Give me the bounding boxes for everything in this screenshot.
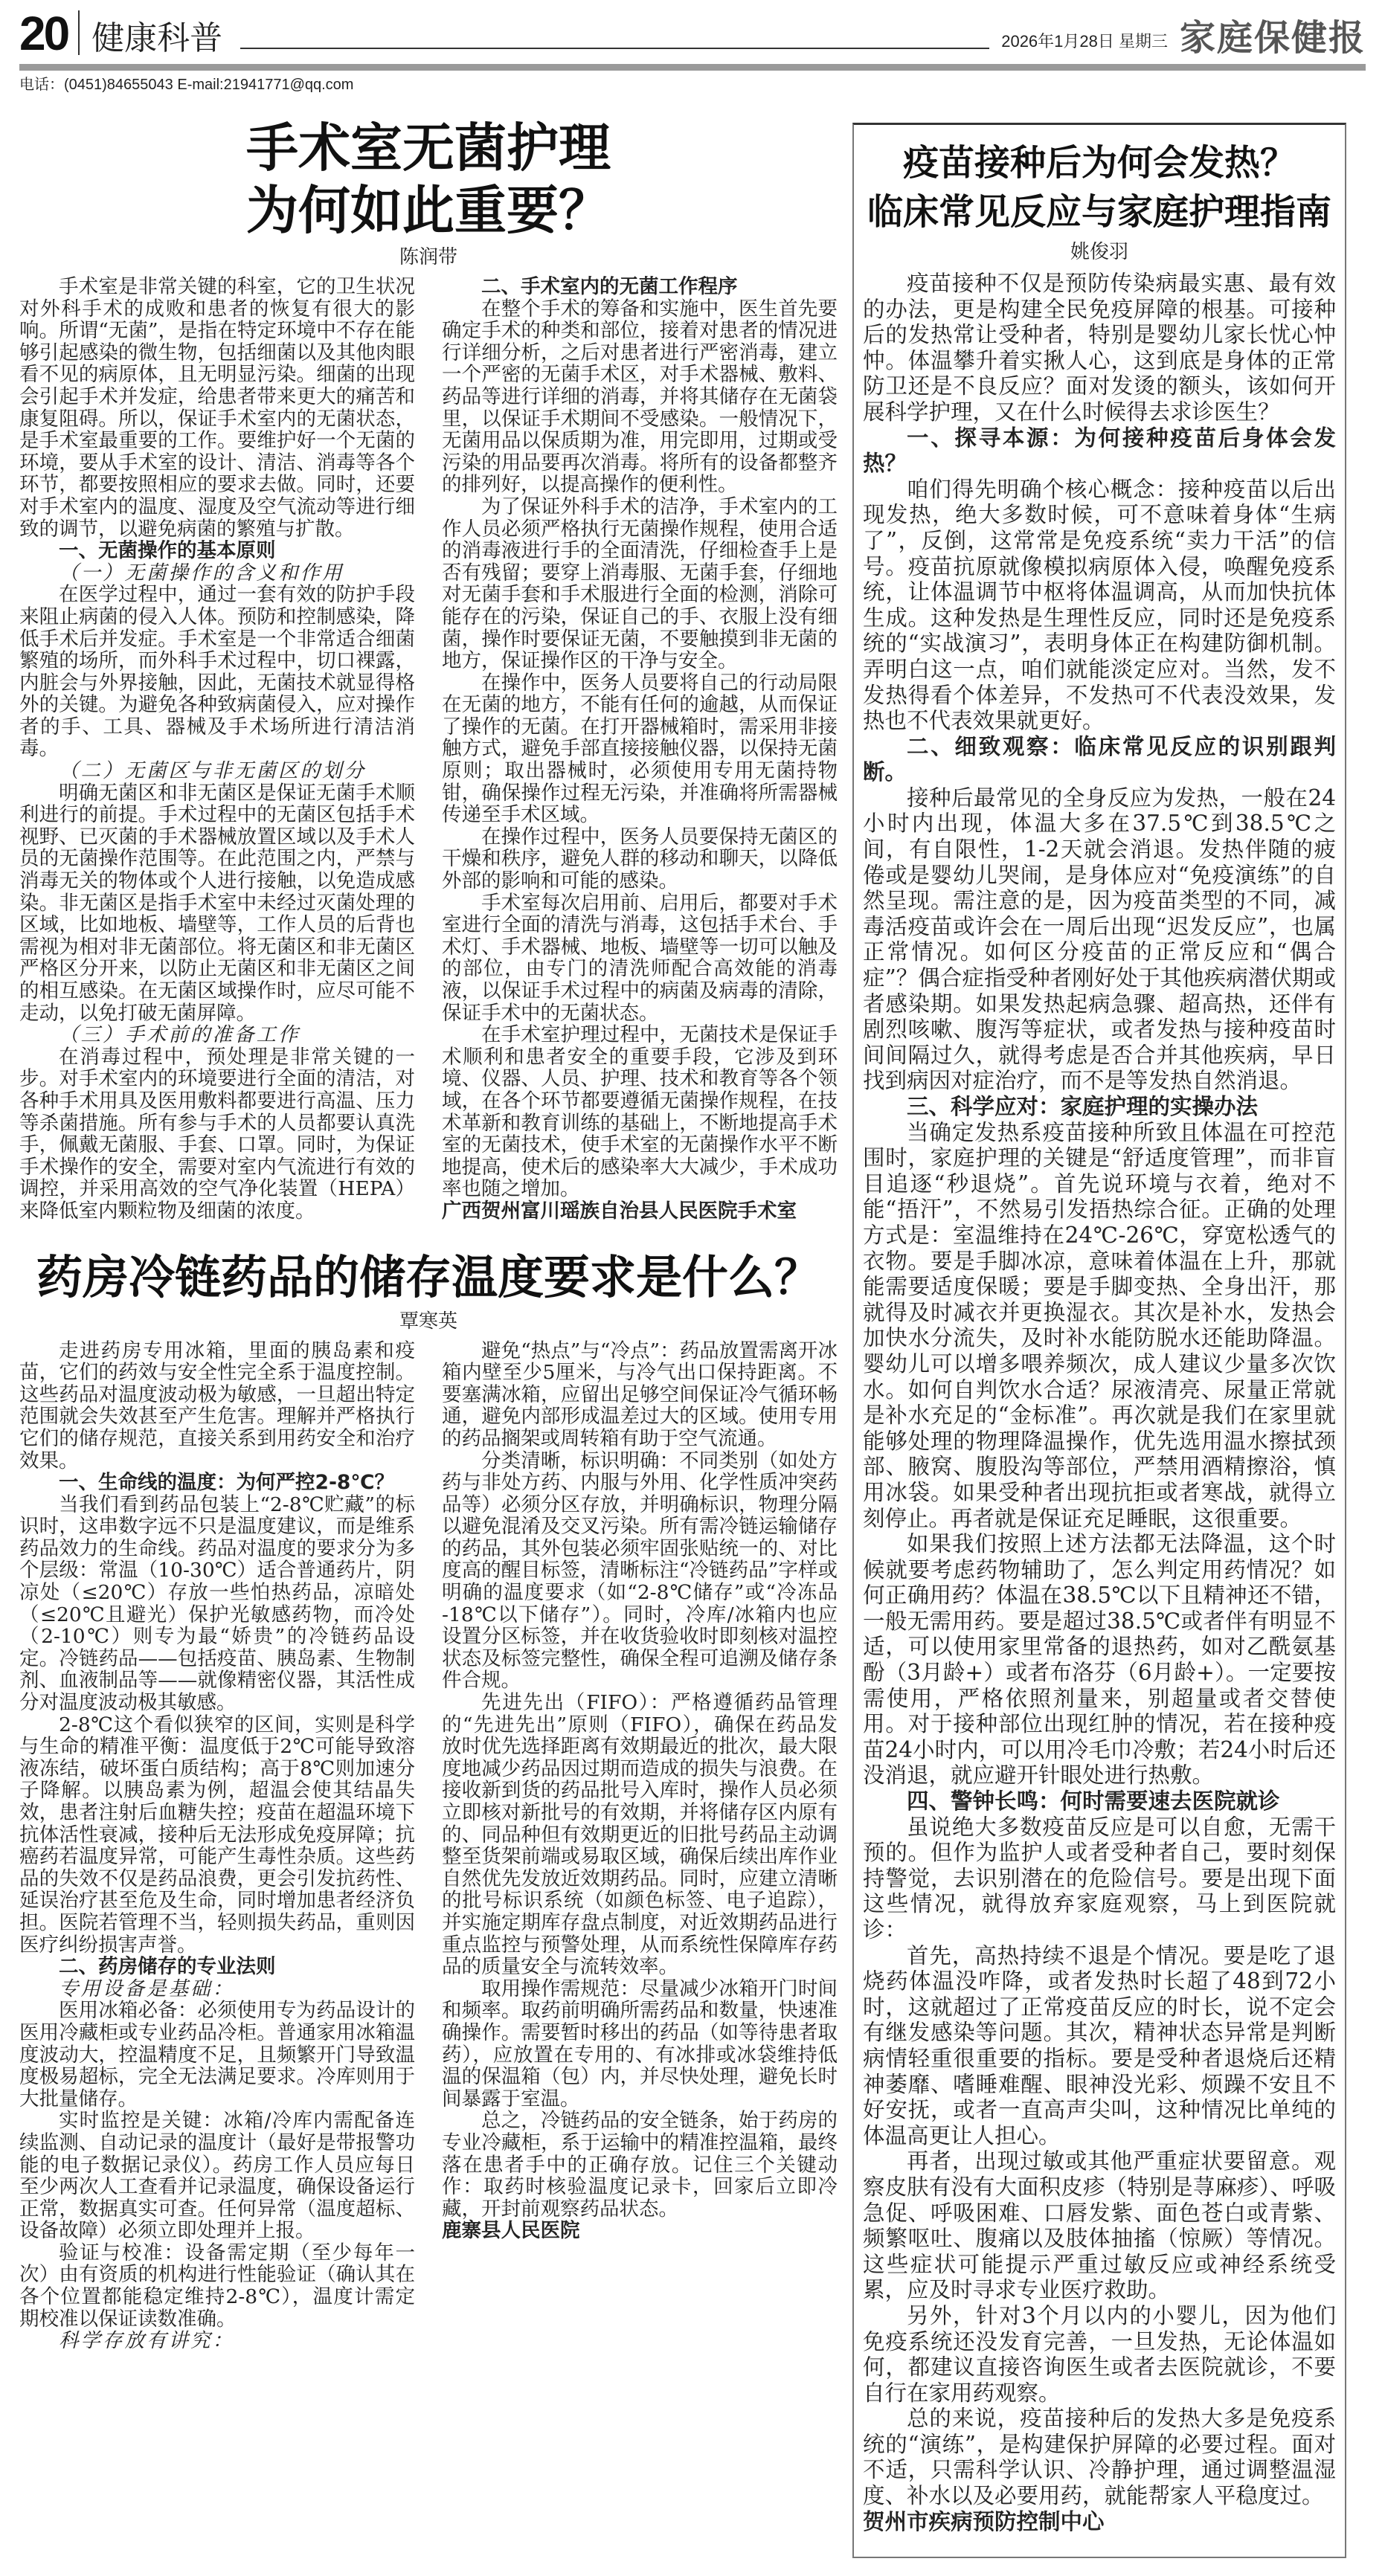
main-content bbox=[19, 103, 1366, 2558]
issue-date: 2026年1月28日 星期三 bbox=[1001, 32, 1168, 51]
paragraph: 验证与校准：设备需定期（至少每年一次）由有资质的机构进行性能验证（确认其在各个位置都能稳定维持2-8℃），温度计需定期校准以保证读数准确。 bbox=[19, 2241, 415, 2331]
section-heading: 二、手术室内的无菌工作程序 bbox=[481, 275, 738, 298]
article-body-cold-chain bbox=[19, 1340, 838, 2352]
header-bar bbox=[19, 64, 1366, 71]
title-line: 药房冷链药品的储存温度要求是什么？ bbox=[36, 1249, 820, 1304]
paragraph: 再者，出现过敏或其他严重症状要留意。观察皮肤有没有大面积皮疹（特别是荨麻疹）、呼吸急促、呼吸困难、口唇发紫、面色苍白或青紫、频繁呕吐、腹痛以及肢体抽搐（惊厥）等情况。这些症状可能提示严重过敏反应或神经系统受累，应及时寻求专业医疗救助。 bbox=[863, 2148, 1336, 2303]
paragraph: 走进药房专用冰箱，里面的胰岛素和疫苗，它们的药效与安全性完全系于温度控制。这些药品对温度波动极为敏感，一旦超出特定范围就会失效甚至产生危害。理解并严格执行它们的储存规范，直接关系到用药安全和治疗效果。 bbox=[19, 1339, 415, 1472]
paragraph: 当我们看到药品包装上“2-8℃贮藏”的标识时，这串数字远不只是温度建议，而是维系药品效力的生命线。药品对温度的要求分为多个层级：常温（10-30℃）适合普通药片，阴凉处（≤20℃）存放一些怕热药品，凉暗处（≤20℃且避光）保护光敏感药物，而冷处（2-10℃）则专为最“娇贵”的冷链药品设定。冷链药品——包括疫苗、胰岛素、生物制剂、血液制品等——就像精密仪器，其活性成分对温度波动极其敏感。 bbox=[19, 1493, 415, 1715]
section-title: 健康科普 bbox=[91, 19, 223, 57]
article-source: 鹿寨县人民医院 bbox=[442, 2219, 580, 2243]
article-author: 覃寒英 bbox=[399, 1309, 457, 1332]
header-rule bbox=[240, 48, 989, 49]
paragraph: 为了保证外科手术的洁净，手术室内的工作人员必须严格执行无菌操作规程，使用合适的消毒液进行手的全面清洗，仔细检查手上是否有残留；要穿上消毒服、无菌手套，仔细地对无菌手套和手术服进行全面的检测，消除可能存在的污染，保证自己的手、衣服上没有细菌，操作时要保证无菌，不要触摸到非无菌的地方，保证操作区的干净与安全。 bbox=[442, 495, 838, 673]
paragraph: 当确定发热系疫苗接种所致且体温在可控范围时，家庭护理的关键是“舒适度管理”，而非盲目追逐“秒退烧”。首先说环境与衣着，绝对不能“捂汗”，不然易引发捂热综合征。正确的处理方式是：室温维持在24℃-26℃，穿宽松透气的衣物。要是手脚冰凉，意味着体温在上升，那就能需要适度保暖；要是手脚变热、全身出汗，那就得及时减衣并更换湿衣。其次是补水，发热会加快水分流失，及时补水能防脱水还能助降温。婴幼儿可以增多喂养频次，成人建议少量多次饮水。如何自判饮水合适？尿液清亮、尿量正常就是补水充足的“金标准”。再次就是我们在家里就能够处理的物理降温操作，优先选用温水擦拭颈部、腋窝、腹股沟等部位，严禁用酒精擦浴，慎用冰袋。如果受种者出现抗拒或者寒战，就得立刻停止。再者就是保证充足睡眠，这很重要。 bbox=[863, 1119, 1336, 1531]
right-area bbox=[852, 103, 1346, 2558]
sub-heading: （一）无菌操作的含义和作用 bbox=[59, 561, 344, 585]
paragraph: 在操作中，医务人员要将自己的行动局限在无菌的地方，不能有任何的逾越，从而保证了操作的无菌。在打开器械箱时，需采用非接触方式，避免手部直接接触仪器，以保持无菌原则；取出器械时，必须使用专用无菌持物钳，确保操作过程无污染，并准确将所需器械传递至手术区域。 bbox=[442, 671, 838, 827]
text-column-2 bbox=[442, 276, 838, 1223]
text-column-1 bbox=[19, 1340, 415, 2352]
paragraph: 避免“热点”与“冷点”：药品放置需离开冰箱内壁至少5厘米，与冷气出口保持距离。不要塞满冰箱，应留出足够空间保证冷气循环畅通，避免内部形成温差过大的区域。使用专用的药品搁架或周转箱有助于空气流通。 bbox=[442, 1339, 838, 1450]
title-line: 临床常见反应与家庭护理指南 bbox=[867, 191, 1331, 233]
paragraph: 分类清晰，标识明确：不同类别（如处方药与非处方药、内服与外用、化学性质冲突药品等）必须分区存放，并明确标识，物理分隔以避免混淆及交叉污染。所有需冷链运输储存的药品，其外包装必须牢固张贴统一的、对比度高的醒目标签，清晰标注“冷链药品”字样或明确的温度要求（如“2-8℃储存”或“冷冻品 -18℃以下储存”）。同时，冷库/冰箱内也应设置分区标签，并在收货验收时即刻核对温控状态及标签完整性，确保全程可追溯及储存条件合规。 bbox=[442, 1449, 838, 1693]
article-title-surgery bbox=[19, 117, 838, 242]
paragraph: 另外，针对3个月以内的小婴儿，因为他们免疫系统还没发育完善，一旦发热，无论体温如何，都建议直接咨询医生或者去医院就诊，不要自行在家用药观察。 bbox=[863, 2302, 1336, 2406]
paragraph: 医用冰箱必备：必须使用专为药品设计的医用冷藏柜或专业药品冷柜。普通家用冰箱温度波动大，控温精度不足，且频繁开门导致温度极易超标，完全无法满足要求。冷库则用于大批量储存。 bbox=[19, 1999, 415, 2110]
article-author: 姚俊羽 bbox=[1070, 240, 1128, 263]
paragraph: 在整个手术的筹备和实施中，医生首先要确定手术的种类和部位，接着对患者的情况进行详细分析，之后对患者进行严密消毒，建立一个严密的无菌手术区，对手术器械、敷料、药品等进行详细的消毒，并将其储存在无菌袋里，以保证手术期间不受感染。一般情况下，无菌用品以保质期为准，用完即用，过期或受污染的用品要再次消毒。将所有的设备都整齐的排列好，以提高操作的便利性。 bbox=[442, 297, 838, 497]
text-column-2 bbox=[442, 1340, 838, 2352]
paragraph: 先进先出（FIFO）：严格遵循药品管理的“先进先出”原则（FIFO），确保在药品发放时优先选择距离有效期最近的批次，最大限度地减少药品因过期而造成的损失与浪费。在接收新到货的药品批号入库时，操作人员必须立即核对新批号的有效期，并将储存区内原有的、同品种但有效期更近的旧批号药品主动调整至货架前端或易取区域，确保后续出库作业自然优先发放近效期药品。同时，应建立清晰的批号标识系统（如颜色标签、电子追踪），并实施定期库存盘点制度，对近效期药品进行重点监控与预警处理，从而系统性保障库存药品的质量安全与流转效率。 bbox=[442, 1691, 838, 1979]
left-area bbox=[19, 103, 838, 2352]
article-title-cold-chain bbox=[19, 1249, 838, 1306]
paragraph: 在消毒过程中，预处理是非常关键的一步。对手术室内的环境要进行全面的清洁，对各种手术用具及医用敷料都要进行高温、压力等杀菌措施。所有参与手术的人员都要认真洗手，佩戴无菌服、手套、口罩。同时，为保证手术操作的安全，需要对室内气流进行有效的调控，并采用高效的空气净化装置（HEPA）来降低室内颗粒物及细菌的浓度。 bbox=[19, 1045, 415, 1223]
paragraph: 如果我们按照上述方法都无法降温，这个时候就要考虑药物辅助了，怎么判定用药情况？如何正确用药？体温在38.5℃以下且精神还不错，一般无需用药。要是超过38.5℃或者伴有明显不适，可以使用家里常备的退热药，如对乙酰氨基酚（3月龄+）或者布洛芬（6月龄+）。一定要按需使用，严格依照剂量来，别超量或者交替使用。对于接种部位出现红肿的情况，若在接种疫苗24小时内，可以用冷毛巾冷敷；若24小时后还没消退，就应避开针眼处进行热敷。 bbox=[863, 1531, 1336, 1788]
page-number: 20 bbox=[19, 7, 68, 60]
paragraph: 在医学过程中，通过一套有效的防护手段来阻止病菌的侵入人体。预防和控制感染，降低手术后并发症。手术室是一个非常适合细菌繁殖的场所，而外科手术过程中，切口裸露，内脏会与外界接触，因此，无菌技术就显得格外的关键。为避免各种致病菌侵入，应对操作者的手、工具、器械及手术场所进行清洁消毒。 bbox=[19, 583, 415, 761]
text-column-1 bbox=[19, 276, 415, 1223]
sub-heading: （二）无菌区与非无菌区的划分 bbox=[59, 759, 366, 783]
paragraph: 疫苗接种不仅是预防传染病最实惠、最有效的办法，更是构建全民免疫屏障的根基。可接种后的发热常让受种者，特别是婴幼儿家长忧心忡忡。体温攀升着实揪人心，这到底是身体的正常防卫还是不良反应？面对发烫的额头，该如何开展科学护理，又在什么时候得去求诊医生？ bbox=[863, 271, 1336, 425]
article-source: 贺州市疾病预防控制中心 bbox=[863, 2508, 1105, 2534]
paragraph: 咱们得先明确个核心概念：接种疫苗以后出现发热，绝大多数时候，可不意味着身体“生病了”，反倒，这常常是免疫系统“卖力干活”的信号。疫苗抗原就像模拟病原体入侵，唤醒免疫系统，让体温调节中枢将体温调高，从而加快抗体生成。这种发热是生理性反应，同时还是免疫系统的“实战演习”，表明身体正在构建防御机制。弄明白这一点，咱们就能淡定应对。当然，发不发热得看个体差异，不发热可不代表没效果，发热也不代表效果就更好。 bbox=[863, 476, 1336, 734]
section-heading: 二、细致观察：临床常见反应的识别跟判断。 bbox=[863, 733, 1336, 785]
page-header bbox=[19, 7, 1366, 59]
paragraph: 在手术室护理过程中，无菌技术是保证手术顺利和患者安全的重要手段，它涉及到环境、仪器、人员、护理、技术和教育等各个领域，在各个环节都要遵循无菌操作规程，在技术革新和教育训练的基础上，不断地提高手术室的无菌技术，使手术室的无菌操作水平不断地提高，使术后的感染率大大减少，手术成功率也随之增加。 bbox=[442, 1023, 838, 1201]
section-heading: 一、生命线的温度：为何严控2-8℃？ bbox=[59, 1471, 394, 1495]
header-divider bbox=[78, 10, 80, 55]
article-cold-chain bbox=[19, 1249, 838, 2352]
paragraph: 实时监控是关键：冰箱/冷库内需配备连续监测、自动记录的温度计（最好是带报警功能的电子数据记录仪）。药房工作人员应每日至少两次人工查看并记录温度，确保设备运行正常，数据真实可查。任何异常（温度超标、设备故障）必须立即处理并上报。 bbox=[19, 2109, 415, 2243]
paragraph: 2-8℃这个看似狭窄的区间，实则是科学与生命的精准平衡：温度低于2℃可能导致溶液冻结，破坏蛋白质结构；高于8℃则加速分子降解。以胰岛素为例，超温会使其结晶失效，患者注射后血糖失控；疫苗在超温环境下抗体活性衰减，接种后无法形成免疫屏障；抗癌药若温度异常，可能产生毒性杂质。这些药品的失效不仅是药品浪费，更会引发抗药性、延误治疗甚至危及生命，同时增加患者经济负担。医院若管理不当，轻则损失药品，重则因医疗纠纷损害声誉。 bbox=[19, 1713, 415, 1957]
article-author: 陈润带 bbox=[399, 245, 457, 268]
article-body-vaccine bbox=[863, 271, 1336, 2534]
sub-heading: 科学存放有讲究： bbox=[59, 2329, 234, 2353]
paragraph: 总的来说，疫苗接种后的发热大多是免疫系统的“演练”，是构建保护屏障的必要过程。面对不适，只需科学认识、冷静护理，通过调整温湿度、补水以及必要用药，就能帮家人平稳度过。 bbox=[863, 2406, 1336, 2509]
paragraph: 总之，冷链药品的安全链条，始于药房的专业冷藏柜，系于运输中的精准控温箱，最终落在患者手中的正确存放。记住三个关键动作：取药时核验温度记录卡，回家后立即冷藏，开封前观察药品状态。 bbox=[442, 2109, 838, 2221]
paragraph: 虽说绝大多数疫苗反应是可以自愈，无需干预的。但作为监护人或者受种者自己，要时刻保持警觉，去识别潜在的危险信号。要是出现下面这些情况，就得放弃家庭观察，马上到医院就诊： bbox=[863, 1814, 1336, 1942]
paragraph: 首先，高热持续不退是个情况。要是吃了退烧药体温没咋降，或者发热时长超了48到72小时，这就超过了正常疫苗反应的时长，说不定会有继发感染等问题。其次，精神状态异常是判断病情轻重很重要的指标。要是受种者退烧后还精神萎靡、嗜睡难醒、眼神没光彩、烦躁不安且不好安抚，或者一直高声尖叫，这种情况比单纯的体温高更让人担心。 bbox=[863, 1942, 1336, 2148]
paragraph: 手术室每次启用前、启用后，都要对手术室进行全面的清洗与消毒，这包括手术台、手术灯、手术器械、地板、墙壁等一切可以触及的部位，由专门的清洗师配合高效能的消毒液，以保证手术过程中的病菌及病毒的清除，保证手术中的无菌状态。 bbox=[442, 891, 838, 1025]
sub-heading: 专用设备是基础： bbox=[59, 1977, 234, 2000]
article-body-surgery bbox=[19, 276, 838, 1223]
article-surgery bbox=[19, 117, 838, 1223]
title-line: 手术室无菌护理 bbox=[246, 117, 611, 178]
section-heading: 一、无菌操作的基本原则 bbox=[59, 539, 276, 563]
paragraph: 在操作过程中，医务人员要保持无菌区的干燥和秩序，避免人群的移动和聊天，以降低外部的影响和可能的感染。 bbox=[442, 825, 838, 893]
newspaper-masthead: 家庭保健报 bbox=[1179, 17, 1366, 59]
section-heading: 四、警钟长鸣：何时需要速去医院就诊 bbox=[907, 1788, 1280, 1815]
sub-heading: （三）手术前的准备工作 bbox=[59, 1023, 301, 1047]
title-line: 为何如此重要？ bbox=[246, 179, 611, 241]
article-box-vaccine bbox=[852, 123, 1346, 2558]
section-heading: 一、探寻本源：为何接种疫苗后身体会发热？ bbox=[863, 425, 1336, 477]
paragraph: 手术室是非常关键的科室，它的卫生状况对外科手术的成败和患者的恢复有很大的影响。所谓“无菌”，是指在特定环境中不存在能够引起感染的微生物，包括细菌以及其他肉眼看不见的病原体，且无明显污染。细菌的出现会引起手术并发症，给患者带来更大的痛苦和康复阻碍。所以，保证手术室内的无菌状态，是手术室最重要的工作。要维护好一个无菌的环境，要从手术室的设计、清洁、消毒等各个环节，都要按照相应的要求去做。同时，还要对手术室内的温度、湿度及空气流动等进行细致的调节，以避免病菌的繁殖与扩散。 bbox=[19, 275, 415, 541]
section-heading: 三、科学应对：家庭护理的实操办法 bbox=[907, 1094, 1259, 1119]
article-title-vaccine bbox=[863, 138, 1336, 236]
paragraph: 接种后最常见的全身反应为发热，一般在24小时内出现，体温大多在37.5℃到38.5℃之间，有自限性，1-2天就会消退。发热伴随的疲倦或是婴幼儿哭闹，是身体应对“免疫演练”的自然呈现。需注意的是，因为疫苗类型的不同，减毒活疫苗或许会在一周后出现“迟发反应”，也属正常情况。如何区分疫苗的正常反应和“偶合症”？偶合症指受种者刚好处于其他疾病潜伏期或者感染期。如果发热起病急骤、超高热，还伴有剧烈咳嗽、腹泻等症状，或者发热与接种疫苗时间间隔过久，就得考虑是否合并其他疾病，早日找到病因对症治疗，而不是等发热自然消退。 bbox=[863, 785, 1336, 1094]
article-source: 广西贺州富川瑶族自治县人民医院手术室 bbox=[442, 1199, 797, 1223]
paragraph: 明确无菌区和非无菌区是保证无菌手术顺利进行的前提。手术过程中的无菌区包括手术视野、已灭菌的手术器械放置区域以及手术人员的无菌操作范围等。在此范围之内，严禁与消毒无关的物体或个人进行接触，以免造成感染。非无菌区是指手术室中未经过灭菌处理的区域，比如地板、墙壁等，工作人员的后背也需视为相对非无菌部位。将无菌区和非无菌区严格区分开来，以防止无菌区和非无菌区之间的相互感染。在无菌区域操作时，应尽可能不走动，以免打破无菌屏障。 bbox=[19, 781, 415, 1025]
paragraph: 取用操作需规范：尽量减少冰箱开门时间和频率。取药前明确所需药品和数量，快速准确操作。需要暂时移出的药品（如等待患者取药），应放置在专用的、有冰排或冰袋维持低温的保温箱（包）内，并尽快处理，避免长时间暴露于室温。 bbox=[442, 1977, 838, 2110]
section-heading: 二、药房储存的专业法则 bbox=[59, 1955, 276, 1979]
contact-info: 电话：(0451)84655043 E-mail:21941771@qq.com bbox=[19, 77, 354, 93]
title-line: 疫苗接种后为何会发热？ bbox=[902, 142, 1296, 184]
